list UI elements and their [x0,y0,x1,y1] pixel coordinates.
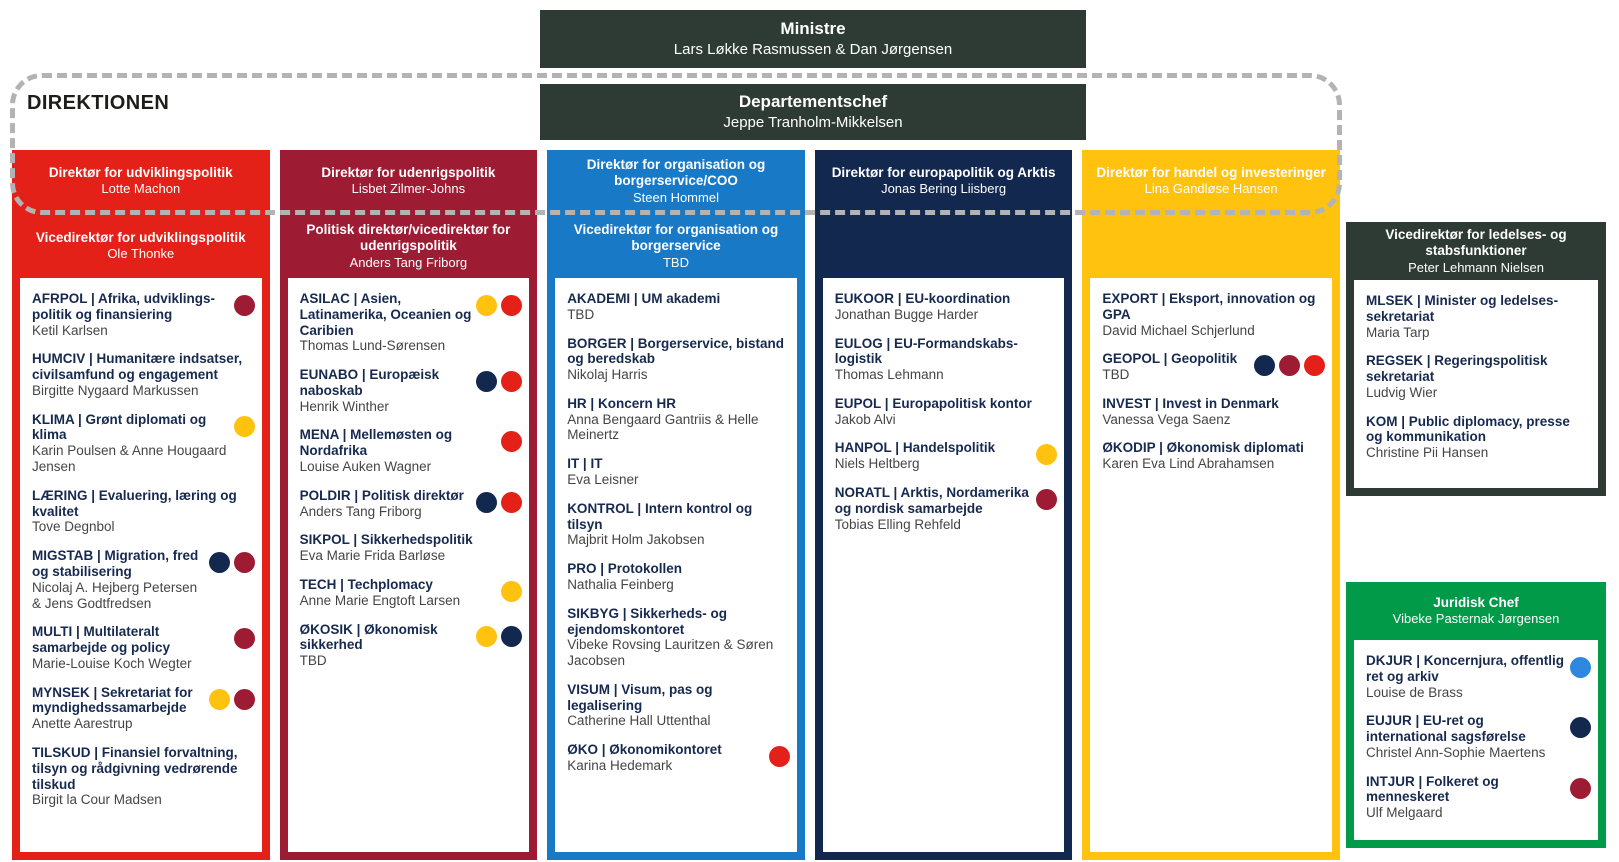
affiliation-dots [209,548,255,611]
dot-bordeaux [1036,489,1057,510]
department-entry-text [835,440,1035,472]
department-entry [1102,440,1325,472]
department-head-name: Thomas Lund-Sørensen [299,338,446,354]
department-label: REGSEK | Regeringspolitisk sekretariat [1366,353,1548,385]
dot-red [769,746,790,767]
side-box-name: Vibeke Pasternak Jørgensen [1392,611,1560,627]
affiliation-dots [209,685,255,732]
deputy-name: Ole Thonke [107,246,175,262]
department-head-name: Anders Tang Friborg [299,503,422,519]
department-entry-text [300,367,475,414]
ministre-name: Lars Løkke Rasmussen & Dan Jørgensen [673,41,953,59]
deputy-name: Anders Tang Friborg [349,254,468,270]
department-entry-text [835,336,1056,383]
affiliation-dots [501,577,522,609]
department-entry [1102,351,1325,383]
department-label: GEOPOL | Geopolitik [1102,351,1238,367]
department-entry-text [1366,713,1568,760]
director-name: Lisbet Zilmer-Johns [351,181,466,197]
department-entry-text [32,351,253,398]
department-entry [835,291,1058,323]
department-label: AKADEMI | UM akademi [567,291,721,306]
director-header [280,150,538,212]
department-entry-text [1102,440,1323,472]
department-head-name: Anette Aarestrup [32,716,133,732]
department-entry-text [32,685,207,732]
department-head-name: Christel Ann-Sophie Maertens [1366,744,1546,760]
department-entry-text [835,485,1035,532]
department-entry-text [300,488,475,520]
department-entry-text [300,577,500,609]
side-box-name: Peter Lehmann Nielsen [1408,259,1544,275]
department-entry [567,606,790,669]
affiliation-dots [476,488,522,520]
department-list [1090,278,1332,852]
department-entry [32,291,255,338]
department-entry [567,336,790,383]
department-head-name: Louise de Brass [1366,684,1463,700]
department-head-name: Birgit la Cour Madsen [32,792,162,808]
department-head-name: TBD [299,653,327,669]
side-box-title: Vicedirektør for ledelses- og stabsfunktioner [1385,226,1567,259]
affiliation-dots [1036,440,1057,472]
department-label: SIKBYG | Sikkerheds- og ejendomskontoret [567,605,728,637]
departementschef-title: Departementschef [738,92,888,112]
org-column-handel-investeringer [1082,150,1340,860]
deputy-title: Vicedirektør for udviklingspolitik [35,229,246,245]
dot-bordeaux [1279,355,1300,376]
department-entry-text [300,427,500,474]
department-head-name: Ketil Karlsen [32,322,108,338]
department-entry [567,291,790,323]
department-entry-text [1102,396,1323,428]
department-entry-text [1102,351,1252,383]
department-entry [1366,353,1591,400]
deputy-title: Vicedirektør for organisation og borgerservice [573,221,779,254]
department-entry [567,561,790,593]
department-entry [835,396,1058,428]
department-label: HANPOL | Handelspolitik [834,440,996,456]
department-head-name: Jakob Alvi [834,411,896,427]
department-entry-text [567,501,788,548]
department-label: IT | IT [567,456,603,472]
director-title: Direktør for udenrigspolitik [321,164,496,180]
deputy-header [547,212,805,278]
department-label: HR | Koncern HR [567,395,676,411]
affiliation-dots [501,427,522,474]
department-entry [300,291,523,354]
affiliation-dots [1570,713,1591,760]
affiliation-dots [476,622,522,669]
department-label: EUJUR | EU-ret og international sagsførelse [1366,713,1526,745]
side-box-ledelses-stabsfunktioner [1346,222,1606,496]
department-label: MYNSEK | Sekretariat for myndighedssamarbejde [32,684,193,716]
department-entry-text [1366,774,1568,821]
department-head-name: Vibeke Rovsing Lauritzen & Søren Jacobsen [567,637,774,669]
department-label: MULTI | Multilateralt samarbejde og policy [32,624,171,656]
department-head-name: Maria Tarp [1366,324,1430,340]
department-entry [32,624,255,671]
department-head-name: Ludvig Wier [1366,384,1438,400]
department-entry-text [567,456,788,488]
department-entry-text [567,396,788,443]
department-entry [300,488,523,520]
side-box-juridisk-chef [1346,582,1606,848]
department-entry [32,412,255,475]
director-title: Direktør for udviklingspolitik [48,164,233,180]
department-label: INTJUR | Folkeret og menneskeret [1366,773,1499,805]
dot-navy [476,492,497,513]
dot-bordeaux [234,552,255,573]
deputy-name: TBD [662,254,689,270]
department-label: EXPORT | Eksport, innovation og GPA [1102,291,1316,322]
department-head-name: Eva Leisner [567,472,639,488]
dot-bordeaux [234,628,255,649]
department-head-name: Anne Marie Engtoft Larsen [299,592,461,608]
department-head-name: Karin Poulsen & Anne Hougaard Jensen [32,443,227,475]
department-label: EUNABO | Europæisk naboskab [299,367,440,398]
department-list [555,278,797,852]
department-entry [300,427,523,474]
departementschef-box [540,84,1086,140]
department-head-name: Vanessa Vega Saenz [1102,411,1231,427]
department-entry [32,351,255,398]
department-head-name: Catherine Hall Uttenthal [567,713,711,729]
department-entry [1366,774,1591,821]
department-head-name: Tobias Elling Rehfeld [834,516,961,532]
department-entry-text [567,742,767,774]
dot-navy [209,552,230,573]
department-entry [32,548,255,611]
affiliation-dots [476,367,522,414]
department-head-name: Majbrit Holm Jakobsen [567,532,705,548]
department-label: EUPOL | Europapolitisk kontor [834,395,1032,411]
department-head-name: Henrik Winther [299,398,389,414]
department-entry [1366,653,1591,700]
org-column-udenrigspolitik [280,150,538,860]
department-label: TECH | Techplomacy [299,576,433,592]
deputy-header [815,212,1073,278]
deputy-title: Politisk direktør/vicedirektør for udenrigspolitik [306,221,511,254]
department-head-name: Anna Bengaard Gantriis & Helle Meinertz [567,411,759,443]
department-label: LÆRING | Evaluering, læring og kvalitet [32,487,237,519]
department-entry-text [567,606,788,669]
director-title: Direktør for handel og investeringer [1096,164,1326,180]
org-column-europapolitik-arktis [815,150,1073,860]
department-entry [567,742,790,774]
department-entry [1366,293,1591,340]
direktionen-label: DIREKTIONEN [27,92,170,114]
director-header [547,150,805,212]
org-column-udviklingspolitik [12,150,270,860]
department-entry-text [567,682,788,729]
dot-lightblue [1570,657,1591,678]
department-head-name: Marie-Louise Koch Wegter [32,655,192,671]
department-label: ØKOSIK | Økonomisk sikkerhed [299,621,438,653]
department-list [823,278,1065,852]
deputy-header [280,212,538,278]
affiliation-dots [1570,653,1591,700]
department-head-name: Niels Heltberg [834,456,920,472]
affiliation-dots [1570,774,1591,821]
director-header [815,150,1073,212]
department-entry [835,485,1058,532]
department-entry-text [1366,653,1568,700]
department-entry-text [32,488,253,535]
department-label: AFRPOL | Afrika, udviklings-politik og finansiering [32,291,216,322]
department-entry [300,367,523,414]
department-entry-text [835,291,1056,323]
director-header [1082,150,1340,212]
department-entry [567,682,790,729]
deputy-header [1082,212,1340,278]
department-entry [32,488,255,535]
ministre-title: Ministre [780,19,846,39]
department-label: KONTROL | Intern kontrol og tilsyn [567,500,753,532]
dot-yellow [476,626,497,647]
affiliation-dots [476,291,522,354]
department-entry-text [567,336,788,383]
side-box-title: Juridisk Chef [1433,594,1519,610]
dot-bordeaux [234,295,255,316]
department-entry [300,622,523,669]
department-label: VISUM | Visum, pas og legalisering [567,681,713,713]
dot-red [501,431,522,452]
department-entry-text [32,745,253,808]
director-name: Steen Hommel [632,189,719,205]
department-entry-text [32,624,232,671]
department-head-name: Birgitte Nygaard Markussen [32,382,199,398]
department-label: ASILAC | Asien, Latinamerika, Oceanien og Caribien [299,291,472,338]
department-entry-text [1102,291,1323,338]
department-entry-text [32,548,207,611]
department-list [1354,640,1598,840]
director-title: Direktør for europapolitik og Arktis [831,164,1056,180]
department-entry-text [300,532,521,564]
dot-yellow [234,416,255,437]
director-name: Lotte Machon [101,181,181,197]
dot-navy [1254,355,1275,376]
department-label: POLDIR | Politisk direktør [299,487,464,503]
department-entry [567,501,790,548]
department-head-name: Christine Pii Hansen [1366,445,1489,461]
affiliation-dots [1254,351,1325,383]
department-head-name: Thomas Lehmann [834,367,944,383]
affiliation-dots [234,291,255,338]
dot-yellow [501,581,522,602]
department-entry-text [300,622,475,669]
department-head-name: TBD [567,306,595,322]
department-entry-text [567,561,788,593]
dot-red [501,371,522,392]
department-entry-text [1366,353,1589,400]
department-entry [567,396,790,443]
affiliation-dots [234,624,255,671]
department-label: ØKODIP | Økonomisk diplomati [1102,440,1304,456]
affiliation-dots [769,742,790,774]
department-label: NORATL | Arktis, Nordamerika og nordisk samarbejde [834,485,1029,516]
department-label: MLSEK | Minister og ledelses-sekretariat [1366,293,1559,324]
department-entry [300,532,523,564]
department-head-name: Eva Marie Frida Barløse [299,548,446,564]
department-label: EULOG | EU-Formandskabs-logistik [834,335,1018,367]
department-entry [1366,713,1591,760]
department-entry-text [1366,293,1589,340]
department-entry-text [1366,414,1589,461]
department-label: MENA | Mellemøsten og Nordafrika [299,427,453,459]
columns-row [12,150,1340,860]
dot-red [501,295,522,316]
department-entry-text [32,291,232,338]
deputy-header [12,212,270,278]
department-head-name: Nicolaj A. Hejberg Petersen & Jens Godtfredsen [32,579,198,611]
department-label: HUMCIV | Humanitære indsatser, civilsamfund og engagement [32,351,243,383]
department-entry [567,456,790,488]
department-entry [1102,396,1325,428]
department-head-name: David Michael Schjerlund [1102,322,1255,338]
affiliation-dots [1036,485,1057,532]
department-label: EUKOOR | EU-koordination [834,291,1011,306]
department-label: KOM | Public diplomacy, presse og kommunikation [1366,413,1570,445]
dot-yellow [1036,444,1057,465]
department-entry-text [567,291,788,323]
department-entry-text [835,396,1056,428]
department-head-name: Jonathan Bugge Harder [834,306,979,322]
dot-red [501,492,522,513]
department-entry [835,336,1058,383]
department-label: ØKO | Økonomikontoret [567,742,722,758]
department-head-name: Ulf Melgaard [1366,805,1443,821]
department-entry [1366,414,1591,461]
dot-yellow [209,689,230,710]
department-head-name: Nathalia Feinberg [567,576,674,592]
department-label: MIGSTAB | Migration, fred og stabilisering [32,548,199,579]
director-header [12,150,270,212]
department-list [20,278,262,852]
department-head-name: Nikolaj Harris [567,367,648,383]
department-entry [835,440,1058,472]
side-box-header [1346,582,1606,640]
department-label: TILSKUD | Finansiel forvaltning, tilsyn og rådgivning vedrørende tilskud [32,744,238,792]
affiliation-dots [234,412,255,475]
dot-bordeaux [1570,778,1591,799]
org-column-organisation-borgerservice [547,150,805,860]
department-entry-text [32,412,232,475]
department-entry [300,577,523,609]
department-head-name: Tove Degnbol [32,519,115,535]
departementschef-name: Jeppe Tranholm-Mikkelsen [723,114,903,132]
department-label: KLIMA | Grønt diplomati og klima [32,411,207,443]
department-label: SIKPOL | Sikkerhedspolitik [299,532,473,548]
department-entry [32,685,255,732]
department-entry [1102,291,1325,338]
department-label: DKJUR | Koncernjura, offentlig ret og arkiv [1366,653,1565,684]
director-title: Direktør for organisation og borgerservice/COO [586,156,766,189]
department-list [1354,280,1598,488]
dot-navy [501,626,522,647]
dot-yellow [476,295,497,316]
department-label: INVEST | Invest in Denmark [1102,395,1279,411]
department-head-name: Karina Hedemark [567,757,673,773]
department-list [288,278,530,852]
department-head-name: Karen Eva Lind Abrahamsen [1102,456,1275,472]
director-name: Jonas Bering Liisberg [881,181,1007,197]
department-entry-text [300,291,475,354]
department-label: PRO | Protokollen [567,561,682,577]
department-head-name: TBD [1102,367,1130,383]
department-entry [32,745,255,808]
dot-navy [476,371,497,392]
dot-navy [1570,717,1591,738]
director-name: Lina Gandløse Hansen [1144,181,1278,197]
department-head-name: Louise Auken Wagner [299,459,432,475]
dot-bordeaux [234,689,255,710]
ministre-box [540,10,1086,68]
side-box-header [1346,222,1606,280]
department-label: BORGER | Borgerservice, bistand og beredskab [567,335,785,367]
dot-red [1304,355,1325,376]
